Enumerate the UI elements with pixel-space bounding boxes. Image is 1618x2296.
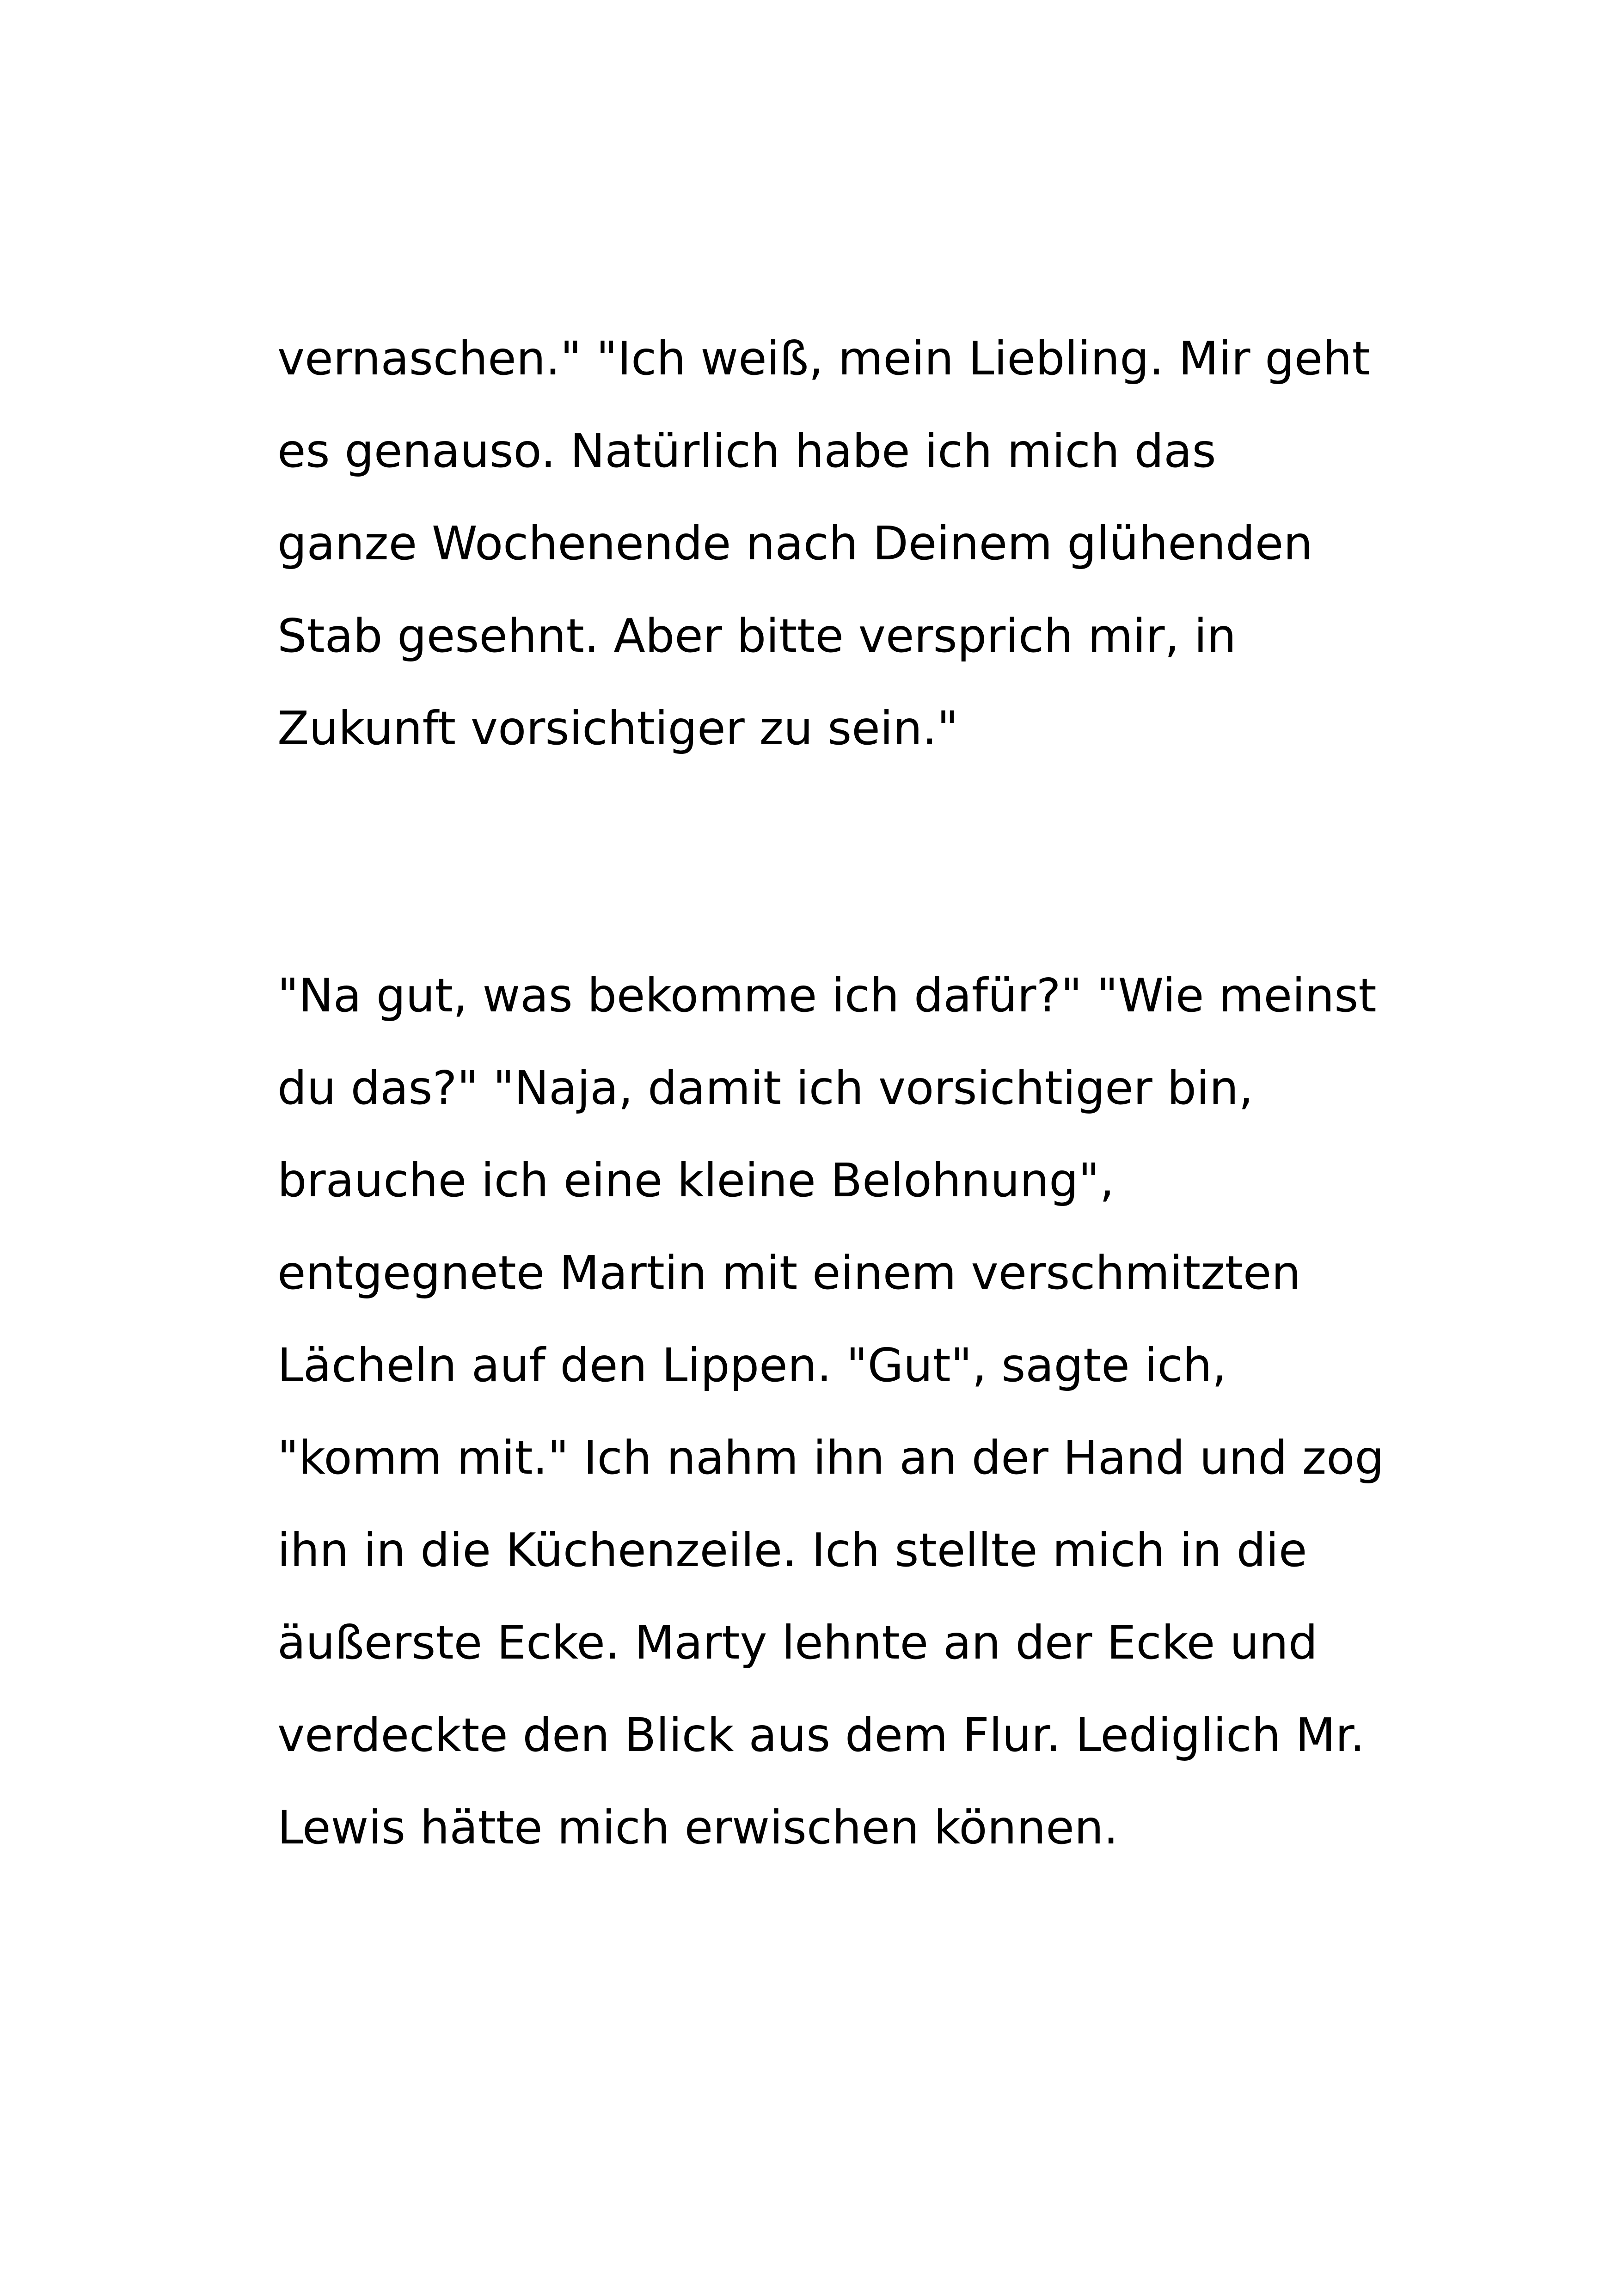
text-line: du das?" "Naja, damit ich vorsichtiger bin, (277, 1061, 1253, 1115)
text-line: "Na gut, was bekomme ich dafür?" "Wie meinst (277, 968, 1377, 1022)
text-line: verdeckte den Blick aus dem Flur. Lediglich Mr. (277, 1708, 1365, 1762)
text-line: vernaschen." "Ich weiß, mein Liebling. Mir geht (277, 331, 1370, 386)
paragraph-2 (277, 949, 1387, 1874)
text-line: ihn in die Küchenzeile. Ich stellte mich in die (277, 1523, 1307, 1577)
text-line: Zukunft vorsichtiger zu sein." (277, 701, 958, 755)
text-line: "komm mit." Ich nahm ihn an der Hand und zog (277, 1431, 1384, 1485)
text-line: Lewis hätte mich erwischen können. (277, 1800, 1118, 1855)
paragraph-1 (277, 312, 1387, 775)
text-line: Stab gesehnt. Aber bitte versprich mir, in (277, 609, 1237, 663)
text-line: äußerste Ecke. Marty lehnte an der Ecke und (277, 1616, 1318, 1670)
text-line: ganze Wochenende nach Deinem glühenden (277, 516, 1313, 570)
text-line: brauche ich eine kleine Belohnung", (277, 1153, 1115, 1207)
text-line: es genauso. Natürlich habe ich mich das (277, 424, 1216, 478)
text-line: entgegnete Martin mit einem verschmitzten (277, 1246, 1301, 1300)
text-line: Lächeln auf den Lippen. "Gut", sagte ich, (277, 1338, 1227, 1392)
